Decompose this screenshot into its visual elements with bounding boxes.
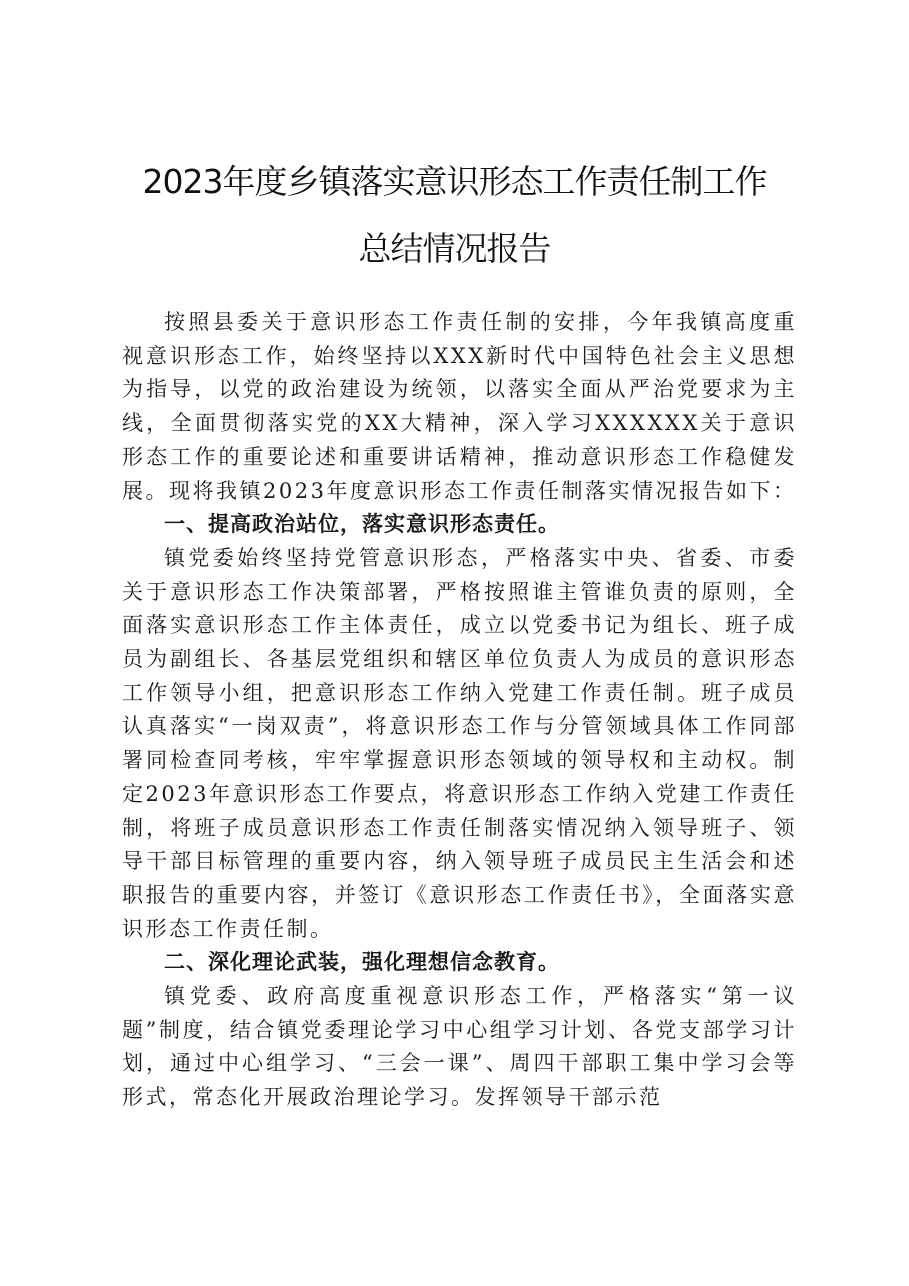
document-body bbox=[122, 306, 797, 1115]
document-title-line-2: 总结情况报告 bbox=[358, 229, 551, 268]
section-2-paragraph: 镇党委、政府高度重视意识形态工作，严格落实“第一议题”制度，结合镇党委理论学习中心组学习计划、各党支部学习计划，通过中心组学习、“三会一课”、周四干部职工集中学习会等形式，常态化开展政治理论学习。发挥领导干部示范 bbox=[122, 984, 797, 1110]
section-1-heading: 一、提高政治站位，落实意识形态责任。 bbox=[164, 512, 560, 537]
section-2-heading: 二、深化理论武装，强化理想信念教育。 bbox=[164, 950, 560, 975]
section-1-paragraph: 镇党委始终坚持党管意识形态，严格落实中央、省委、市委关于意识形态工作决策部署，严格按照谁主管谁负责的原则，全面落实意识形态工作主体责任，成立以党委书记为组长、班子成员为副组长、各基层党组织和辖区单位负责人为成员的意识形态工作领导小组，把意识形态工作纳入党建工作责任制。班子成员认真落实“一岗双责”，将意识形态工作与分管领域具体工作同部署同检查同考核，牢牢掌握意识形态领域的领导权和主动权。制定2023年意识形态工作要点，将意识形态工作纳入党建工作责任制，将班子成员意识形态工作责任制落实情况纳入领导班子、领导干部目标管理的重要内容，纳入领导班子成员民主生活会和述职报告的重要内容，并签订《意识形态工作责任书》，全面落实意识形态工作责任制。 bbox=[122, 545, 797, 941]
intro-paragraph: 按照县委关于意识形态工作责任制的安排，今年我镇高度重视意识形态工作，始终坚持以XXX新时代中国特色社会主义思想为指导，以党的政治建设为统领，以落实全面从严治党要求为主线，全面贯彻落实党的XX大精神，深入学习XXXXXX关于意识形态工作的重要论述和重要讲话精神，推动意识形态工作稳健发展。现将我镇2023年度意识形态工作责任制落实情况报告如下： bbox=[122, 310, 797, 503]
document-title-line-1: 2023年度乡镇落实意识形态工作责任制工作 bbox=[142, 162, 767, 201]
